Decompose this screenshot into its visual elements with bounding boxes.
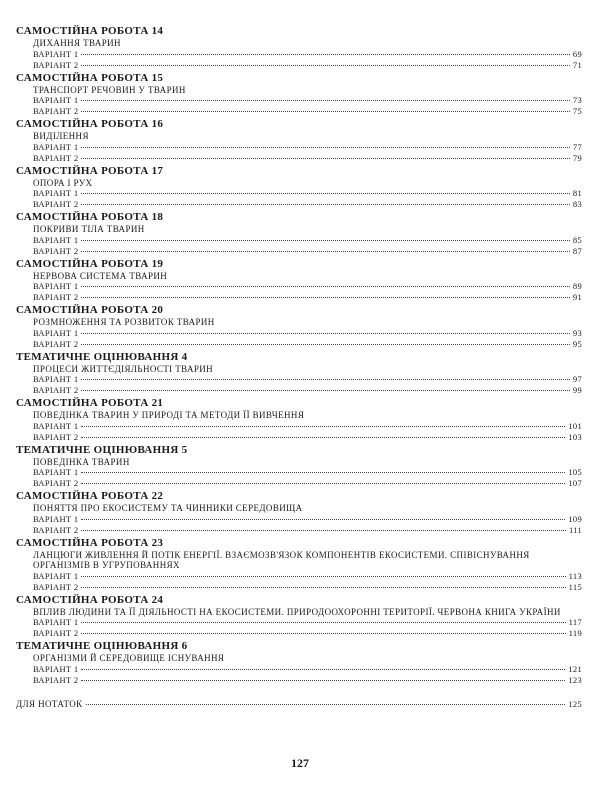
variant-page: 95	[572, 338, 582, 349]
variant-row[interactable]	[16, 339, 582, 350]
variant-label: ВАРІАНТ 2	[33, 385, 79, 395]
section-topic: ПРОЦЕСИ ЖИТТЄДІЯЛЬНОСТІ ТВАРИН	[33, 363, 214, 374]
section-title: САМОСТІЙНА РОБОТА 20	[16, 304, 164, 316]
toc-section	[16, 211, 582, 257]
variant-label: ВАРІАНТ 1	[33, 281, 79, 291]
variant-page: 111	[568, 524, 582, 535]
page-number: 127	[291, 756, 309, 770]
variant-label: ВАРІАНТ 2	[33, 524, 79, 535]
variant-row[interactable]	[16, 582, 582, 593]
variant-label: ВАРІАНТ 2	[33, 106, 79, 116]
variant-row[interactable]	[16, 328, 582, 339]
toc-section	[16, 537, 582, 593]
section-title: САМОСТІЙНА РОБОТА 24	[16, 593, 164, 606]
toc-section	[16, 25, 582, 71]
section-title: САМОСТІЙНА РОБОТА 17	[16, 164, 164, 177]
variant-page: 109	[568, 513, 582, 524]
variant-page: 77	[572, 141, 582, 152]
variant-page: 79	[572, 152, 582, 163]
section-topic: ДИХАННЯ ТВАРИН	[33, 38, 121, 48]
variant-page: 123	[568, 674, 582, 685]
variant-page: 89	[572, 281, 582, 291]
variant-label: ВАРІАНТ 1	[33, 513, 79, 524]
dot-leader	[81, 426, 565, 427]
toc-section	[16, 397, 582, 443]
toc-section	[16, 351, 582, 397]
dot-leader	[81, 390, 570, 391]
toc-section	[16, 165, 582, 211]
variant-row[interactable]	[16, 292, 582, 303]
variant-row[interactable]	[16, 95, 582, 106]
dot-leader	[81, 587, 565, 588]
variant-page: 75	[572, 106, 582, 116]
section-topic: ЛАНЦЮГИ ЖИВЛЕННЯ Й ПОТІК ЕНЕРГІЇ. ВЗАЄМОЗВ'ЯЗОК КОМПОНЕНТІВ ЕКОСИСТЕМИ. СПІВІСНУВАННЯ ОРГАНІЗМІВ В УГРУПОВАННЯХ	[33, 549, 530, 570]
dot-leader	[81, 379, 570, 380]
variant-label: ВАРІАНТ 1	[33, 420, 79, 431]
variant-page: 121	[568, 663, 582, 674]
section-topic: ОРГАНІЗМИ Й СЕРЕДОВИЩЕ ІСНУВАННЯ	[33, 653, 225, 663]
variant-page: 101	[568, 420, 582, 431]
dot-leader	[81, 344, 570, 345]
variant-label: ВАРІАНТ 1	[33, 617, 79, 627]
variant-label: ВАРІАНТ 2	[33, 152, 79, 163]
toc-section	[16, 304, 582, 350]
dot-leader	[81, 193, 570, 194]
variant-row[interactable]	[16, 664, 582, 675]
dot-leader	[81, 622, 565, 623]
dot-leader	[81, 530, 566, 531]
variant-page: 119	[568, 628, 582, 638]
section-topic: ПОНЯТТЯ ПРО ЕКОСИСТЕМУ ТА ЧИННИКИ СЕРЕДОВИЩА	[33, 503, 303, 513]
toc-section	[16, 258, 582, 304]
variant-row[interactable]	[16, 199, 582, 210]
toc-section	[16, 640, 582, 686]
dot-leader	[81, 576, 565, 577]
variant-label: ВАРІАНТ 1	[33, 570, 79, 581]
dot-leader	[81, 297, 570, 298]
variant-row[interactable]	[16, 421, 582, 432]
variant-page: 97	[572, 374, 582, 384]
variant-page: 105	[568, 467, 582, 477]
dot-leader	[81, 240, 570, 241]
dot-leader	[81, 333, 570, 334]
variant-page: 73	[572, 95, 582, 105]
variant-label: ВАРІАНТ 1	[33, 327, 79, 338]
variant-row[interactable]	[16, 60, 582, 71]
dot-leader	[81, 65, 570, 66]
variant-label: ВАРІАНТ 2	[33, 581, 79, 592]
variant-page: 69	[572, 48, 582, 59]
variant-label: ВАРІАНТ 1	[33, 234, 79, 245]
variant-row[interactable]	[16, 467, 582, 478]
variant-label: ВАРІАНТ 2	[33, 338, 79, 349]
variant-label: ВАРІАНТ 1	[33, 95, 79, 105]
variant-row[interactable]	[16, 514, 582, 525]
variant-row[interactable]	[16, 628, 582, 639]
variant-row[interactable]	[16, 617, 582, 628]
dot-leader	[81, 680, 565, 681]
variant-label: ВАРІАНТ 2	[33, 674, 79, 685]
section-title: САМОСТІЙНА РОБОТА 23	[16, 536, 164, 549]
dot-leader	[81, 669, 565, 670]
variant-label: ВАРІАНТ 2	[33, 59, 79, 70]
variant-row[interactable]	[16, 188, 582, 199]
variant-row[interactable]	[16, 675, 582, 686]
section-title: САМОСТІЙНА РОБОТА 16	[16, 118, 164, 130]
toc-section	[16, 594, 582, 640]
dot-leader	[81, 483, 565, 484]
variant-label: ВАРІАНТ 1	[33, 663, 79, 674]
toc-section	[16, 72, 582, 118]
variant-label: ВАРІАНТ 2	[33, 245, 79, 256]
variant-row[interactable]	[16, 385, 582, 396]
toc-section	[16, 444, 582, 490]
variant-page: 115	[568, 581, 582, 592]
section-topic: ПОВЕДІНКА ТВАРИН	[33, 456, 130, 467]
dot-leader	[81, 437, 565, 438]
section-topic: ВПЛИВ ЛЮДИНИ ТА ЇЇ ДІЯЛЬНОСТІ НА ЕКОСИСТЕМИ. ПРИРОДООХОРОННІ ТЕРИТОРІЇ. ЧЕРВОНА КНИГА УКРАЇНИ	[33, 606, 561, 617]
variant-page: 83	[572, 199, 582, 209]
dot-leader	[81, 111, 570, 112]
variant-row[interactable]	[16, 478, 582, 489]
dot-leader	[86, 704, 566, 705]
section-title: САМОСТІЙНА РОБОТА 22	[16, 490, 164, 502]
notes-row[interactable]	[16, 698, 582, 710]
section-title: САМОСТІЙНА РОБОТА 21	[16, 397, 164, 409]
variant-row[interactable]	[16, 142, 582, 153]
variant-row[interactable]	[16, 432, 582, 443]
table-of-contents	[16, 25, 582, 710]
notes-page: 125	[568, 698, 582, 709]
section-topic: НЕРВОВА СИСТЕМА ТВАРИН	[33, 270, 168, 281]
variant-page: 93	[572, 327, 582, 338]
section-topic: РОЗМНОЖЕННЯ ТА РОЗВИТОК ТВАРИН	[33, 317, 215, 327]
variant-page: 107	[568, 478, 582, 488]
toc-section	[16, 118, 582, 164]
section-title: ТЕМАТИЧНЕ ОЦІНЮВАННЯ 5	[16, 443, 188, 456]
variant-label: ВАРІАНТ 2	[33, 199, 79, 209]
dot-leader	[81, 54, 570, 55]
dot-leader	[81, 204, 570, 205]
dot-leader	[81, 286, 570, 287]
section-title: ТЕМАТИЧНЕ ОЦІНЮВАННЯ 4	[16, 350, 188, 363]
dot-leader	[81, 251, 570, 252]
toc-section	[16, 490, 582, 536]
section-title: САМОСТІЙНА РОБОТА 15	[16, 71, 164, 84]
variant-row[interactable]	[16, 49, 582, 60]
dot-leader	[81, 147, 570, 148]
notes-label: ДЛЯ НОТАТОК	[16, 698, 83, 709]
section-topic: ОПОРА І РУХ	[33, 177, 93, 188]
variant-page: 103	[568, 431, 582, 442]
variant-row[interactable]	[16, 281, 582, 292]
section-topic: ПОКРИВИ ТІЛА ТВАРИН	[33, 224, 145, 234]
variant-label: ВАРІАНТ 1	[33, 188, 79, 198]
section-topic: ВИДІЛЕННЯ	[33, 131, 89, 141]
variant-row[interactable]	[16, 106, 582, 117]
variant-label: ВАРІАНТ 2	[33, 478, 79, 488]
dot-leader	[81, 472, 565, 473]
variant-label: ВАРІАНТ 1	[33, 141, 79, 152]
variant-page: 85	[572, 234, 582, 245]
section-topic: ТРАНСПОРТ РЕЧОВИН У ТВАРИН	[33, 84, 186, 95]
variant-label: ВАРІАНТ 2	[33, 292, 79, 302]
variant-row[interactable]	[16, 235, 582, 246]
dot-leader	[81, 519, 565, 520]
variant-page: 81	[572, 188, 582, 198]
variant-row[interactable]	[16, 525, 582, 536]
variant-label: ВАРІАНТ 2	[33, 431, 79, 442]
section-title: САМОСТІЙНА РОБОТА 19	[16, 257, 164, 270]
variant-label: ВАРІАНТ 2	[33, 628, 79, 638]
variant-row[interactable]	[16, 571, 582, 582]
variant-page: 87	[572, 245, 582, 256]
variant-label: ВАРІАНТ 1	[33, 374, 79, 384]
variant-label: ВАРІАНТ 1	[33, 467, 79, 477]
dot-leader	[81, 633, 565, 634]
variant-page: 91	[572, 292, 582, 302]
dot-leader	[81, 100, 570, 101]
variant-page: 117	[568, 617, 582, 627]
variant-row[interactable]	[16, 153, 582, 164]
variant-page: 99	[572, 385, 582, 395]
dot-leader	[81, 158, 570, 159]
variant-page: 113	[568, 570, 582, 581]
section-title: САМОСТІЙНА РОБОТА 18	[16, 211, 164, 223]
variant-page: 71	[572, 59, 582, 70]
variant-row[interactable]	[16, 246, 582, 257]
section-topic: ПОВЕДІНКА ТВАРИН У ПРИРОДІ ТА МЕТОДИ ЇЇ ВИВЧЕННЯ	[33, 410, 305, 420]
variant-label: ВАРІАНТ 1	[33, 48, 79, 59]
section-title: САМОСТІЙНА РОБОТА 14	[16, 25, 164, 37]
variant-row[interactable]	[16, 374, 582, 385]
section-title: ТЕМАТИЧНЕ ОЦІНЮВАННЯ 6	[16, 640, 188, 652]
